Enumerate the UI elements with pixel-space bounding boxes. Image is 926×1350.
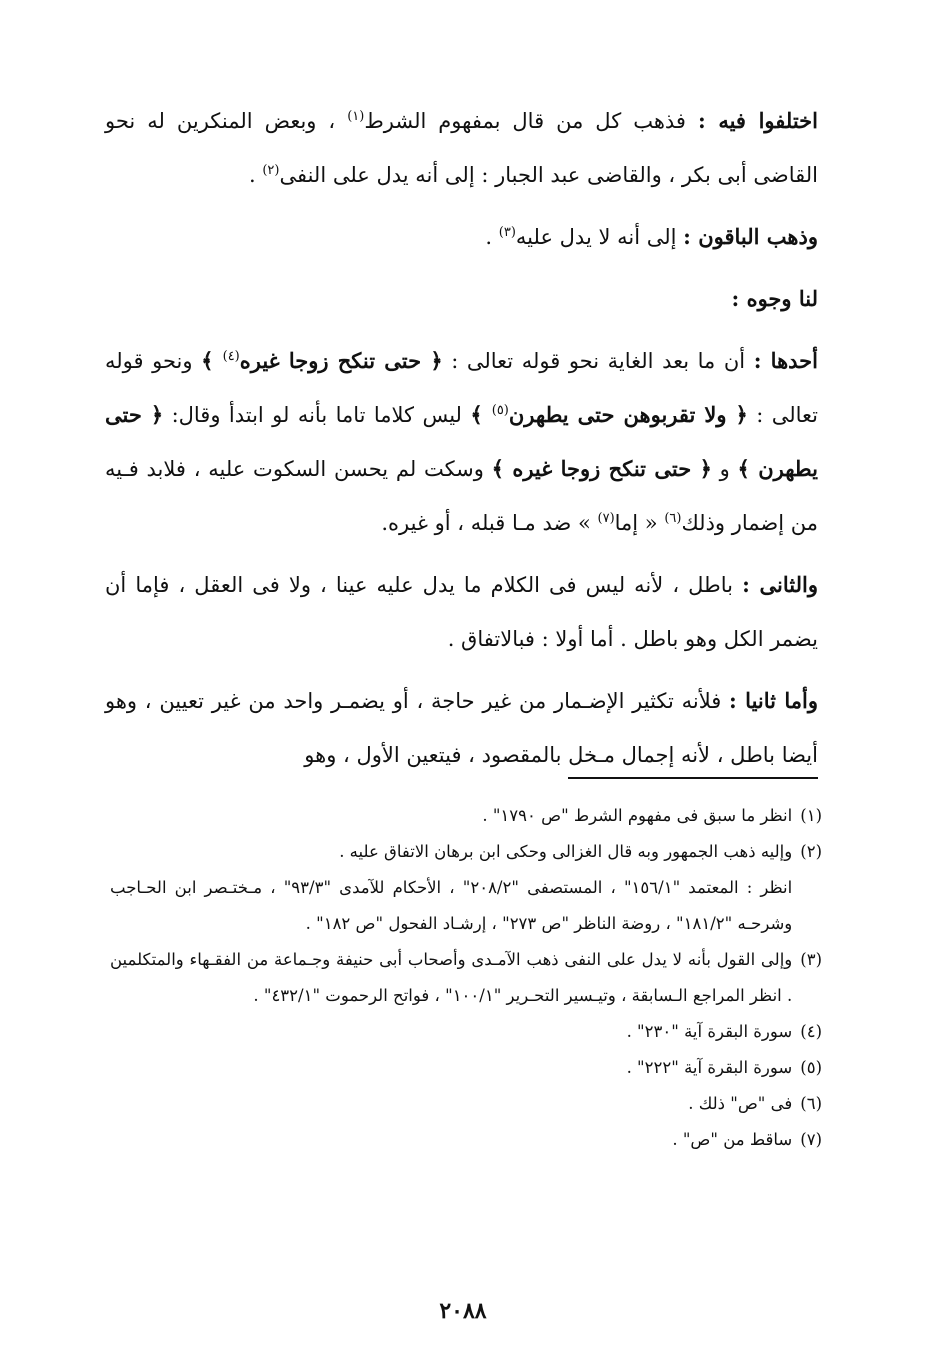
quran-quote: ﴿ حتى يطهرن ﴾ (105, 402, 818, 481)
lead-word: والثانى : (742, 572, 818, 597)
footnote-1 (110, 798, 822, 834)
text: و (711, 457, 738, 481)
text: فذهب كل من قال بمفهوم الشرط (364, 109, 698, 133)
text: ونحو قوله تعالى : (105, 349, 819, 427)
quran-quote: ﴿ حتى تنكح زوجا غيره ﴾ (491, 456, 712, 481)
quran-quote-end: ﴾ (201, 348, 223, 373)
footnote-number: (٤) (800, 1022, 822, 1041)
footnote-text (110, 1086, 792, 1122)
footnote-ref[interactable]: (٦) (664, 511, 682, 526)
footnote-ref[interactable]: (٧) (597, 511, 615, 526)
footnote-7 (110, 1122, 822, 1158)
footnote-number: (٢) (800, 842, 822, 861)
lead-word: وأما ثانيا : (729, 688, 819, 713)
footnote-line: فى "ص" ذلك . (688, 1094, 793, 1113)
text: وسكت لم يحسن السكوت عليه ، فلابد فـيه من إضمار وذلك (105, 457, 818, 535)
footnote-5 (110, 1050, 822, 1086)
page-number: ٢٠٨٨ (439, 1298, 487, 1324)
footnote-ref[interactable]: (٥) (491, 403, 509, 418)
footnote-ref[interactable]: (٣) (498, 225, 516, 240)
footnote-line: سورة البقرة آية "٢٣٠" . (626, 1022, 793, 1041)
footnote-number: (٣) (800, 950, 822, 969)
footnote-line: انظر : المعتمد "١٥٦/١" ، المستصفى "٢٠٨/٢" ، الأحكام للآمدى "٩٣/٣" ، مـختـصر ابن الحـاجب وشرحـه "١٨١/٢" ، روضة الناظر "ص ٢٧٣" ، إرشـاد الفحول "ص ١٨٢" . (110, 878, 793, 933)
footnote-3 (110, 942, 822, 1014)
footnote-line: سورة البقرة آية "٢٢٢" . (626, 1058, 793, 1077)
paragraph-secondly (105, 674, 818, 782)
footnote-line: وإلى القول بأنه لا يدل على النفى ذهب الآمـدى وأصحاب أبى حنيفة وجـماعة من الفقـهاء والمتكلمين . انظر المراجع الـسابقة ، وتيـسير التحـرير "١٠٠/١" ، فواتح الرحموت "٤٣٢/١" . (110, 950, 793, 1005)
footnote-ref[interactable]: (١) (347, 109, 365, 124)
paragraph-second (105, 558, 818, 666)
paragraph-disagreement (105, 94, 818, 202)
footnote-divider (568, 777, 818, 779)
paragraph-first (105, 334, 818, 550)
footnote-text (110, 1050, 792, 1086)
lead-word: لنا وجوه : (731, 286, 818, 311)
text: إلى أنه لا يدل عليه (515, 225, 684, 249)
footnote-text (110, 834, 792, 942)
text: . (485, 225, 499, 249)
footnote-number: (١) (800, 806, 822, 825)
text: باطل ، لأنه ليس فى الكلام ما يدل عليه عينا ، ولا فى العقل ، فإما أن يضمر الكل وهو باطل . أما أولا : فبالاتفاق . (105, 573, 818, 651)
footnote-text (110, 1014, 792, 1050)
quran-quote: ﴿ حتى تنكح زوجا غيره (239, 348, 443, 373)
footnotes (110, 798, 822, 1158)
footnote-number: (٦) (800, 1094, 822, 1113)
footnote-text (110, 1122, 792, 1158)
text: ، وبعض المنكرين له نحو القاضى أبى بكر ، والقاضى عبد الجبار : إلى أنه يدل على النفى (105, 109, 818, 187)
footnote-4 (110, 1014, 822, 1050)
footnote-ref[interactable]: (٤) (222, 349, 240, 364)
footnote-line: ساقط من "ص" . (672, 1130, 793, 1149)
footnote-number: (٧) (800, 1130, 822, 1149)
footnote-2 (110, 834, 822, 942)
footnote-line: وإليه ذهب الجمهور وبه قال الغزالى وحكى ابن برهان الاتفاق عليه . (339, 842, 793, 861)
text: » ضد مـا قبله ، أو غيره. (381, 511, 598, 535)
footnote-text (110, 942, 792, 1014)
main-text (105, 94, 818, 782)
footnote-6 (110, 1086, 822, 1122)
footnote-ref[interactable]: (٢) (262, 163, 280, 178)
paragraph-remaining (105, 210, 818, 264)
footnote-text (110, 798, 792, 834)
quran-quote-end: ﴾ (470, 402, 492, 427)
text: ليس كلاما تاما بأنه لو ابتدأ وقال: (163, 403, 471, 427)
text: « إما (614, 511, 665, 535)
text: فلأنه تكثير الإضـمار من غير حاجة ، أو يضمـر واحد من غير تعيين ، وهو أيضا باطل ، لأنه إجمال مـخل بالمقصود ، فيتعين الأول ، وهو (105, 689, 818, 767)
footnote-line: انظر ما سبق فى مفهوم الشرط "ص ١٧٩٠" . (482, 806, 793, 825)
text: أن ما بعد الغاية نحو قوله تعالى : (442, 349, 754, 373)
quran-quote: ﴿ ولا تقربوهن حتى يطهرن (508, 402, 748, 427)
text: . (248, 163, 263, 187)
lead-word: اختلفوا فيه : (697, 108, 818, 133)
lead-word: وذهب الباقون : (683, 224, 818, 249)
footnote-number: (٥) (800, 1058, 822, 1077)
lead-word: أحدها : (753, 348, 818, 373)
paragraph-heading (105, 272, 818, 326)
